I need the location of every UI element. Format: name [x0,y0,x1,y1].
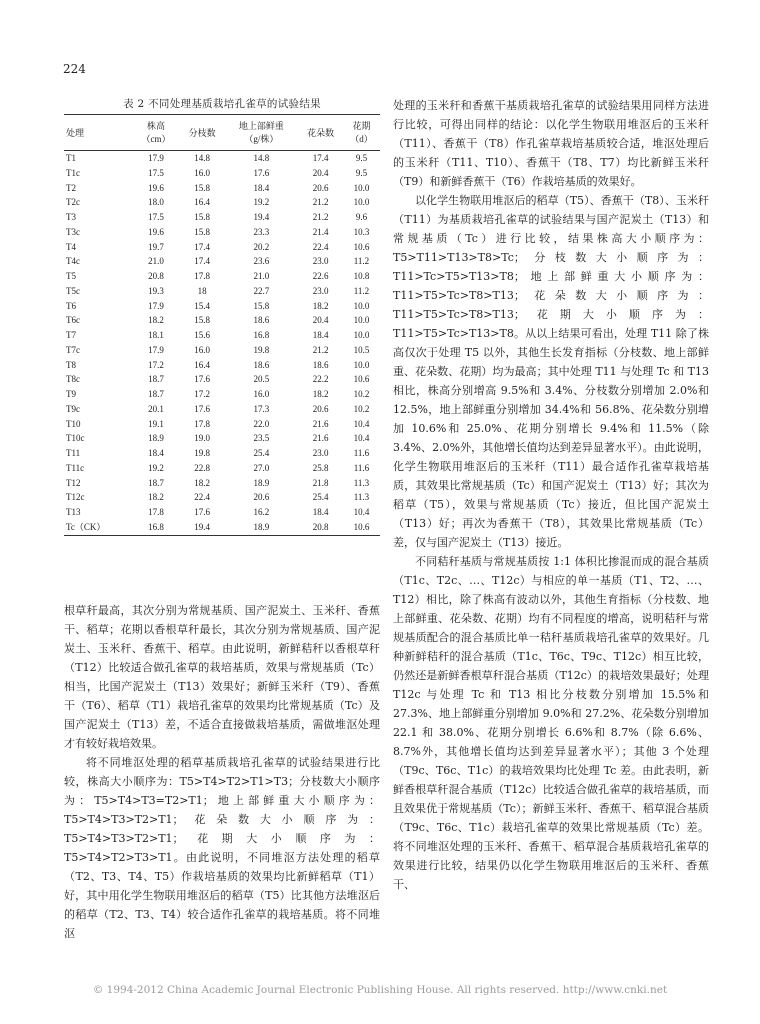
table-cell: 9.5 [355,167,368,178]
table-cell: 18.7 [148,374,164,385]
left-paragraph-1: 根草秆最高，其次分别为常规基质、国产泥炭土、玉米秆、香蕉干、稻草；花期以香根草秆最长，其次分别为常规基质、国产泥炭土、玉米秆、香蕉干、稻草。由此说明，新鲜秸秆以香根草秆（T12）比较适合做孔雀草的栽培基质，效果与常规基质（Tc）相当，比国产泥炭土（T13）效果好；新鲜玉米秆（T9）、香蕉干（T6）、稻草（T1）栽培孔雀草的效果均比常规基质（Tc）及国产泥炭土（T13）差，不适合直接做栽培基质，需做堆沤处理才有较好栽培效果。 [64,604,380,750]
table-row [64,254,380,269]
table-cell: 19.6 [148,182,164,193]
table-cell: 17.4 [194,256,210,267]
table-cell: 18.9 [253,477,270,488]
table-cell: 19.7 [148,241,164,252]
table-header-cell [224,115,298,151]
right-paragraph-3: 不同秸秆基质与常规基质按 1:1 体积比掺混而成的混合基质（T1c、T2c、…、T12c）与相应的单一基质（T1、T2、…、T12）相比，除了株高有波动以外，其他生育指标（分枝数、地上部鲜重、花朵数、花期）均有不同程度的增高，说明秸秆与常规基质配合的混合基质比单一秸秆基质栽培孔雀草的效果好。几种新鲜秸秆的混合基质（T1c、T6c、T9c、T12c）相互比较，仍然还是新鲜香根草秆混合基质（T12c）的栽培效果最好；处理 T12c 与处理 Tc 和 T13 相比分枝数分别增加 15.5%和 27.3%、地上部鲜重分别增加 9.0%和 27.2%、花朵数分别增加 22.1 和 38.0%、花期分别增长 6.6%和 8.7%（除 6.6%、8.7%外，其他增长值均达到差异显著水平）；其他 3 个处理（T9c、T6c、T1c）的栽培效果均比处理 Tc 差。由此表明，新鲜香根草秆混合基质（T12c）比较适合做孔雀草的栽培基质，而且效果优于常规基质（Tc）；新鲜玉米秆、香蕉干、稻草混合基质（T9c、T6c、T1c）栽培孔雀草的效果比常规基质（Tc）差。将不同堆沤处理的玉米秆、香蕉干、稻草混合基质栽培孔雀草的效果进行比较，结果仍以化学生物联用堆沤后的玉米秆、香蕉干、 [393,555,709,891]
table-cell: 10.2 [353,403,370,414]
table-row [64,446,380,461]
table-cell: 11.2 [353,285,370,296]
table-cell: T13 [66,507,81,517]
table-cell: 17.4 [312,153,329,163]
table-cell: 10.2 [353,389,370,399]
table-cell: 20.8 [148,271,164,281]
table-cell: 10.6 [353,521,370,532]
table-cell: 10.3 [353,226,370,237]
table-cell: 20.2 [253,241,270,252]
table-cell: 21.2 [312,212,329,222]
right-column-text [393,96,709,894]
header-label: 株高 [146,121,165,131]
table-cell: 23.0 [312,256,329,267]
table-cell: 16.8 [253,330,270,340]
table-cell: 17.8 [148,507,164,517]
table-cell: 17.2 [194,389,210,399]
table-cell: 15.8 [194,212,210,222]
table-cell: 19.2 [148,462,164,473]
table-cell: 20.6 [312,182,329,193]
table-cell: 16.0 [194,344,210,355]
table-cell: T8 [66,359,76,370]
table-cell: T5c [66,285,80,296]
table-cell: 18.2 [194,477,210,488]
table-cell: 16.0 [194,167,210,178]
table-cell: 11.3 [353,477,370,488]
table-cell: 21.4 [312,226,329,237]
table-cell: 19.6 [148,226,164,237]
table-cell: 23.0 [312,448,329,458]
table-cell: 10.0 [353,182,370,193]
left-column-text [64,601,380,943]
table-row [64,284,380,299]
header-label: 处理 [66,127,85,138]
table-cell: 10.4 [353,507,370,517]
table-row [64,195,380,210]
table-row [64,431,380,446]
table-cell: 18.4 [148,448,164,458]
table-cell: 10.6 [353,241,370,252]
table-row [64,269,380,284]
table-cell: 10.6 [353,374,370,385]
table-header-cell [64,115,132,151]
page-number: 224 [63,62,86,76]
table-cell: 25.4 [253,448,270,458]
table-cell: T7c [66,344,80,355]
table-cell: 18.4 [253,182,270,193]
table-cell: 15.4 [194,300,210,311]
table-cell: 22.7 [253,285,270,296]
table-cell: T6 [66,300,76,311]
table-row [64,476,380,491]
table-cell: 17.5 [148,167,164,178]
table-cell: 10.0 [353,359,370,370]
table-cell: T1 [66,153,76,163]
table-cell: 21.0 [253,271,270,281]
table-header-row [64,115,380,151]
table-row [64,225,380,240]
table-row [64,313,380,328]
table-cell: 17.9 [148,344,164,355]
table-cell: 18.7 [148,477,164,488]
table-cell: 17.6 [194,403,210,414]
table-header-cell [132,115,180,151]
table-cell: 10.0 [353,300,370,311]
table-cell: 19.8 [253,344,270,355]
table-cell: 21.2 [312,344,329,355]
table-cell: 19.0 [194,433,210,444]
table-cell: 18.7 [148,389,164,399]
table-cell: 16.4 [194,197,210,208]
table-cell: 10.0 [353,330,370,340]
table-cell: 10.8 [353,271,370,281]
table-cell: 17.9 [148,300,164,311]
table-cell: 18.2 [312,389,329,399]
table-cell: T11 [66,448,81,458]
table-cell: 21.2 [312,197,329,208]
table-cell: T2 [66,182,76,193]
table-cell: 27.0 [253,462,270,473]
table-cell: T9c [66,403,80,414]
table-cell: 20.4 [312,167,329,178]
table-cell: 17.8 [194,271,210,281]
table-cell: T12c [66,492,85,503]
table-row [64,372,380,387]
table-row [64,461,380,476]
table-cell: T2c [66,197,80,208]
header-unit: （d） [350,134,373,144]
table-cell: T5 [66,271,76,281]
table-cell: 15.8 [194,226,210,237]
table-cell: 22.6 [312,271,329,281]
copyright-footer: © 1994-2012 China Academic Journal Electronic Publishing House. All rights reserved. http://www.cnki.net [92,984,668,996]
table-row [64,151,380,166]
table-cell: 17.5 [148,212,164,222]
table-cell: 9.5 [355,153,368,163]
table-cell: 16.0 [253,389,270,399]
table-cell: 15.8 [253,300,270,311]
table-cell: 21.0 [148,256,164,267]
table-cell: 19.8 [194,448,210,458]
table-cell: 20.4 [312,315,329,326]
table-row [64,358,380,373]
table-cell: 23.6 [253,256,270,267]
header-label: 分枝数 [188,127,216,138]
table-cell: 18 [197,285,207,296]
table-caption: 表 2 不同处理基质栽培孔雀草的试验结果 [123,98,321,110]
table-cell: 9.6 [355,212,368,222]
table-cell: 19.1 [148,418,164,429]
table-cell: 20.1 [148,403,164,414]
left-paragraph-2: 将不同堆沤处理的稻草基质栽培孔雀草的试验结果进行比较，株高大小顺序为：T5>T4>T2>T1>T3；分枝数大小顺序为：T5>T4>T3=T2>T1；地上部鲜重大小顺序为：T5>T4>T3>T2>T1；花朵数大小顺序为：T5>T4>T3>T2>T1；花期大小顺序为：T5>T4>T2>T3>T1。由此说明，不同堆沤方法处理的稻草（T2、T3、T4、T5）作栽培基质的效果均比新鲜稻草（T1）好，其中用化学生物联用堆沤后的稻草（T5）比其他方法堆沤后的稻草（T2、T3、T4）较合适作孔雀草的栽培基质。将不同堆沤 [64,756,380,940]
table-cell: 11.6 [353,462,370,473]
table-cell: 20.5 [253,374,270,385]
table-row [64,240,380,255]
header-unit: （g/株） [244,134,279,144]
table-header-cell [298,115,342,151]
table-cell: 15.8 [194,182,210,193]
table-cell: 19.4 [253,212,270,222]
table-cell: 18.6 [253,315,270,326]
table-row [64,328,380,343]
table-cell: 22.4 [312,241,329,252]
table-cell: 18.2 [148,492,164,503]
table-cell: 17.6 [194,507,210,517]
table-cell: 10.4 [353,418,370,429]
table-cell: 10.5 [353,344,370,355]
table-row [64,210,380,225]
table-cell: 18.2 [312,300,329,311]
table-cell: T7 [66,330,76,340]
table-cell: 19.3 [148,285,164,296]
table-cell: 17.3 [253,403,270,414]
table-cell: 23.0 [312,285,329,296]
table-cell: 21.6 [312,418,329,429]
table-cell: 16.8 [148,521,164,532]
table-cell: Tc（CK） [66,521,106,532]
table-cell: 25.8 [312,462,329,473]
table-row [64,299,380,314]
table-cell: T9 [66,389,76,399]
table-cell: 18.9 [253,521,270,532]
table-row [64,166,380,181]
header-label: 花朵数 [307,127,335,138]
table-cell: T8c [66,374,80,385]
table-cell: T4 [66,241,76,252]
table-cell: T3c [66,226,80,237]
table-cell: 11.3 [353,492,370,503]
results-table [64,114,380,536]
table-cell: 16.4 [194,359,210,370]
table-cell: 10.0 [353,315,370,326]
table-cell: 15.8 [194,315,210,326]
table-cell: 18.0 [148,197,164,208]
results-table-container [64,114,380,536]
table-cell: 14.8 [194,153,210,163]
table-cell: 23.3 [253,226,270,237]
table-header-cell [343,115,380,151]
table-cell: 18.4 [312,507,329,517]
table-cell: 20.8 [312,521,329,532]
table-row [64,417,380,432]
table-cell: T1c [66,167,80,178]
table-cell: T11c [66,462,85,473]
table-cell: 17.8 [194,418,210,429]
table-cell: 18.6 [312,359,329,370]
table-cell: 15.6 [194,330,210,340]
table-cell: 18.6 [253,359,270,370]
table-cell: 19.4 [194,521,210,532]
table-cell: 17.2 [148,359,164,370]
table-cell: T10 [66,418,81,429]
table-cell: 18.9 [148,433,164,444]
table-body [64,151,380,536]
header-label: 花期 [352,121,371,131]
table-cell: 20.6 [253,492,270,503]
table-row [64,387,380,402]
table-cell: 22.2 [312,374,329,385]
table-row [64,490,380,505]
table-row [64,343,380,358]
table-cell: 17.4 [194,241,210,252]
table-row [64,520,380,535]
table-cell: 23.5 [253,433,270,444]
table-cell: 18.4 [312,330,329,340]
table-cell: T4c [66,256,80,267]
header-label: 地上部鲜重 [238,121,284,131]
table-row [64,505,380,520]
table-cell: 22.8 [194,462,210,473]
table-cell: 21.8 [312,477,329,488]
table-cell: 25.4 [312,492,329,503]
right-paragraph-2: 以化学生物联用堆沤后的稻草（T5）、香蕉干（T8）、玉米秆（T11）为基质栽培孔雀草的试验结果与国产泥炭土（T13）和常规基质（Tc）进行比较，结果株高大小顺序为：T5>T11>T13>T8>Tc；分枝数大小顺序为：T11>Tc>T5>T13>T8；地上部鲜重大小顺序为：T11>T5>Tc>T8>T13；花朵数大小顺序为：T11>T5>Tc>T8>T13；花期大小顺序为：T11>T5>Tc>T13>T8。从以上结果可看出，处理 T11 除了株高仅次于处理 T5 以外，其他生长发育指标（分枝数、地上部鲜重、花朵数、花期）均为最高；其中处理 T11 与处理 Tc 和 T13 相比，株高分别增高 9.5%和 3.4%、分枝数分别增加 2.0%和 12.5%，地上部鲜重分别增加 34.4%和 56.8%、花朵数分别增加 10.6%和 25.0%、花期分别增长 9.4%和 11.5%（除 3.4%、2.0%外，其他增长值均达到差异显著水平）。由此说明，化学生物联用堆沤后的玉米秆（T11）最合适作孔雀草栽培基质，其效果比常规基质（Tc）和国产泥炭土（T13）好；其次为稻草（T5），效果与常规基质（Tc）接近，但比国产泥炭土（T13）好；再次为香蕉干（T8），其效果比常规基质（Tc）差，仅与国产泥炭土（T13）接近。 [393,194,709,549]
table-cell: 18.1 [148,330,164,340]
table-cell: 14.8 [253,153,270,163]
table-cell: 11.2 [353,256,370,267]
table-cell: T12 [66,477,81,488]
table-cell: 17.9 [148,153,164,163]
table-header-cell [180,115,224,151]
table-cell: 19.2 [253,197,270,208]
table-cell: 18.2 [148,315,164,326]
table-cell: 10.4 [353,433,370,444]
table-cell: 22.0 [253,418,270,429]
table-cell: 10.0 [353,197,370,208]
table-cell: T6c [66,315,80,326]
table-cell: T3 [66,212,76,222]
right-paragraph-1: 处理的玉米秆和香蕉干基质栽培孔雀草的试验结果用同样方法进行比较，可得出同样的结论：以化学生物联用堆沤后的玉米秆（T11）、香蕉干（T8）作孔雀草栽培基质较合适，堆沤处理后的玉米秆（T11、T10）、香蕉干（T8、T7）均比新鲜玉米秆（T9）和新鲜香蕉干（T6）作栽培基质的效果好。 [393,99,709,188]
table-row [64,402,380,417]
table-cell: 22.4 [194,492,210,503]
table-cell: 17.6 [194,374,210,385]
table-cell: 17.6 [253,167,270,178]
table-cell: T10c [66,433,85,444]
table-row [64,181,380,196]
table-cell: 11.6 [353,448,370,458]
table-cell: 16.2 [253,507,270,517]
header-unit: （cm） [141,134,171,144]
table-cell: 21.6 [312,433,329,444]
table-cell: 20.6 [312,403,329,414]
